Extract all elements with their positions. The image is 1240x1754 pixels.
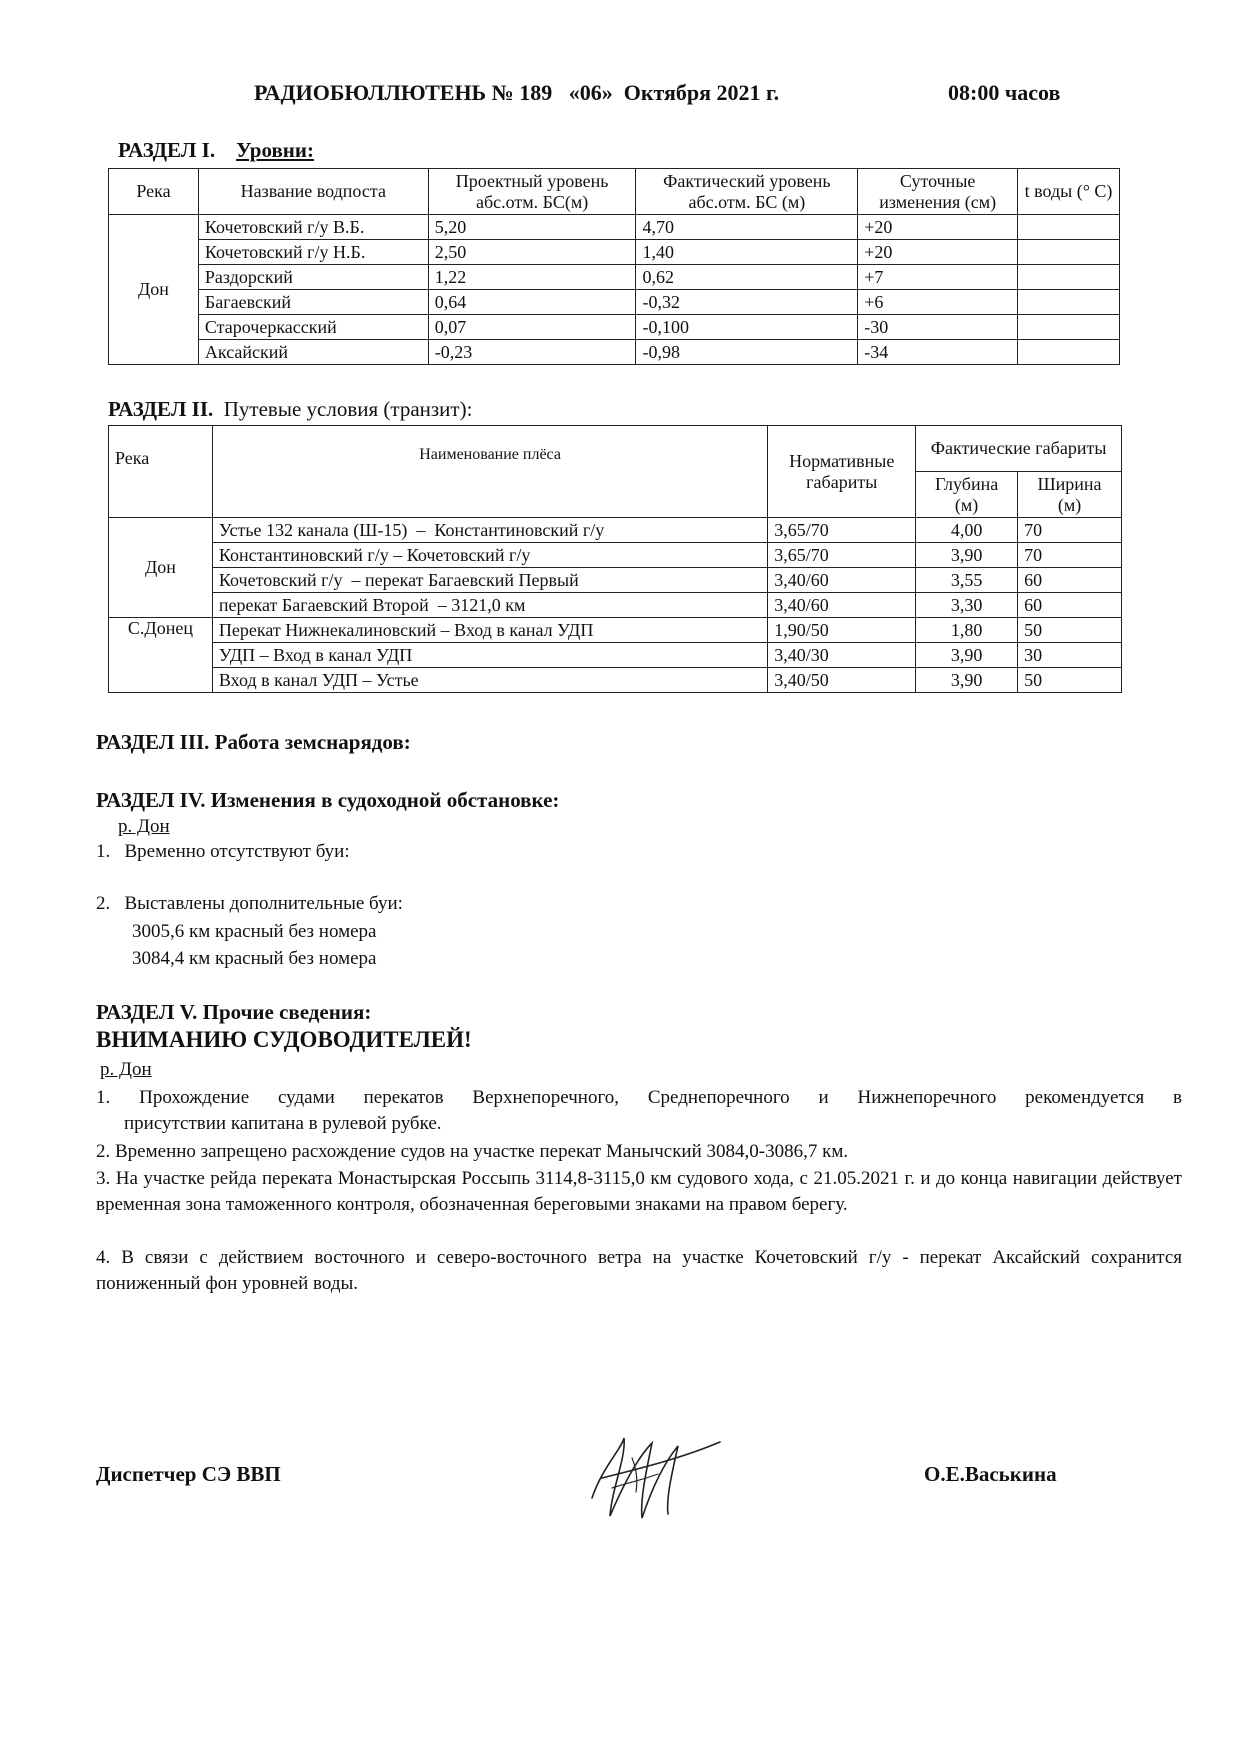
table-row (109, 668, 1122, 693)
table-row (109, 215, 1120, 240)
temp-cell (1018, 215, 1120, 240)
notice-3: 3. На участке рейда переката Монастырская Россыпь 3114,8-3115,0 км судового хода, с 21.05.2021 г. и до конца навигации действует временная зона таможенного контроля, обозначенная береговыми знаками на правом берегу. (96, 1168, 1182, 1215)
col-daily-change: Суточные изменения (см) (858, 169, 1018, 215)
table-row (109, 340, 1120, 365)
notice-4: 4. В связи с действием восточного и северо-восточного ветра на участке Кочетовский г/у - перекат Аксайский сохранится пониженный фон уровней воды. (96, 1247, 1182, 1294)
reach-cell: Константиновский г/у – Кочетовский г/у (212, 543, 767, 568)
section1-title: РАЗДЕЛ I. (118, 138, 216, 162)
table-row (109, 240, 1120, 265)
depth-cell: 1,80 (916, 618, 1018, 643)
width-cell: 60 (1018, 568, 1122, 593)
col-norm: Нормативные габариты (768, 426, 916, 518)
width-cell: 50 (1018, 618, 1122, 643)
reach-cell: Перекат Нижнекалиновский – Вход в канал УДП (212, 618, 767, 643)
norm-cell: 3,65/70 (768, 543, 916, 568)
width-cell: 60 (1018, 593, 1122, 618)
post-cell: Кочетовский г/у Н.Б. (198, 240, 428, 265)
actual-cell: -0,32 (636, 290, 858, 315)
change-cell: +20 (858, 215, 1018, 240)
depth-cell: 3,90 (916, 668, 1018, 693)
design-cell: 0,07 (428, 315, 636, 340)
river-label: р. Дон (100, 1059, 152, 1080)
bulletin-header (254, 80, 1061, 106)
col-reach: Наименование плёса (212, 426, 767, 518)
width-cell: 70 (1018, 518, 1122, 543)
col-design-level: Проектный уровень абс.отм. БС(м) (428, 169, 636, 215)
col-river: Река (109, 169, 199, 215)
river-cell: Дон (109, 215, 199, 365)
table-row (109, 265, 1120, 290)
section2-heading (108, 397, 472, 422)
notice-2: 2. Временно запрещено расхождение судов на участке перекат Манычский 3084,0-3086,7 км. (96, 1141, 849, 1162)
levels-header-row (109, 169, 1120, 215)
section2-title: РАЗДЕЛ II. (108, 397, 214, 421)
section1-heading (118, 138, 314, 163)
section4-title: РАЗДЕЛ IV. Изменения в судоходной обстановке: (96, 788, 560, 812)
change-cell: +7 (858, 265, 1018, 290)
section3-title: РАЗДЕЛ III. Работа земснарядов: (96, 730, 411, 754)
levels-table (108, 168, 1120, 365)
table-row (109, 290, 1120, 315)
temp-cell (1018, 265, 1120, 290)
change-cell: -30 (858, 315, 1018, 340)
temp-cell (1018, 340, 1120, 365)
width-cell: 50 (1018, 668, 1122, 693)
table-row (109, 593, 1122, 618)
norm-cell: 3,65/70 (768, 518, 916, 543)
width-cell: 30 (1018, 643, 1122, 668)
design-cell: -0,23 (428, 340, 636, 365)
post-cell: Кочетовский г/у В.Б. (198, 215, 428, 240)
col-actual-level: Фактический уровень абс.отм. БС (м) (636, 169, 858, 215)
design-cell: 0,64 (428, 290, 636, 315)
actual-cell: -0,98 (636, 340, 858, 365)
temp-cell (1018, 290, 1120, 315)
route-header-row (109, 426, 1122, 472)
bulletin-time: 08:00 часов (948, 80, 1061, 105)
section2-subtitle: Путевые условия (транзит): (223, 397, 473, 421)
col-depth: Глубина (м) (916, 472, 1018, 518)
attention-heading: ВНИМАНИЮ СУДОВОДИТЕЛЕЙ! (96, 1027, 472, 1052)
dispatcher-position: Диспетчер СЭ ВВП (96, 1462, 281, 1486)
temp-cell (1018, 240, 1120, 265)
col-river: Река (109, 426, 213, 518)
section1-subtitle: Уровни: (236, 138, 314, 162)
post-cell: Аксайский (198, 340, 428, 365)
river-cell: Дон (109, 518, 213, 618)
section4-item1: 1. Временно отсутствуют буи: (96, 841, 350, 862)
bulletin-title: РАДИОБЮЛЛЮТЕНЬ № 189 «06» Октября 2021 г. (254, 80, 780, 105)
col-actual-dimensions: Фактические габариты (916, 426, 1122, 472)
actual-cell: 4,70 (636, 215, 858, 240)
post-cell: Старочеркасский (198, 315, 428, 340)
reach-cell: Вход в канал УДП – Устье (212, 668, 767, 693)
change-cell: -34 (858, 340, 1018, 365)
section4-river (118, 813, 170, 841)
section4-item2: 2. Выставлены дополнительные буи: (96, 893, 403, 914)
buoy-line: 3084,4 км красный без номера (132, 948, 377, 969)
change-cell: +6 (858, 290, 1018, 315)
col-post: Название водпоста (198, 169, 428, 215)
reach-cell: Кочетовский г/у – перекат Багаевский Первый (212, 568, 767, 593)
table-row (109, 518, 1122, 543)
table-row (109, 643, 1122, 668)
actual-cell: -0,100 (636, 315, 858, 340)
depth-cell: 3,30 (916, 593, 1018, 618)
handwritten-signature (582, 1428, 722, 1528)
section5-title: РАЗДЕЛ V. Прочие сведения: (96, 1000, 372, 1024)
col-width: Ширина (м) (1018, 472, 1122, 518)
reach-cell: Устье 132 канала (Ш-15) – Константиновский г/у (212, 518, 767, 543)
route-table (108, 425, 1122, 693)
design-cell: 1,22 (428, 265, 636, 290)
norm-cell: 3,40/60 (768, 593, 916, 618)
buoy-line: 3005,6 км красный без номера (132, 921, 377, 942)
actual-cell: 0,62 (636, 265, 858, 290)
notice-1a: 1. Прохождение судами перекатов Верхнепоречного, Среднепоречного и Нижнепоречного рекомендуется в (96, 1087, 1182, 1108)
river-label: р. Дон (118, 816, 170, 837)
notice-1b: присутствии капитана в рулевой рубке. (124, 1113, 442, 1134)
actual-cell: 1,40 (636, 240, 858, 265)
table-row (109, 618, 1122, 643)
reach-cell: УДП – Вход в канал УДП (212, 643, 767, 668)
norm-cell: 1,90/50 (768, 618, 916, 643)
col-water-temp: t воды (° C) (1018, 169, 1120, 215)
post-cell: Багаевский (198, 290, 428, 315)
section5-river (100, 1056, 152, 1084)
depth-cell: 3,90 (916, 643, 1018, 668)
change-cell: +20 (858, 240, 1018, 265)
depth-cell: 4,00 (916, 518, 1018, 543)
table-row (109, 315, 1120, 340)
temp-cell (1018, 315, 1120, 340)
norm-cell: 3,40/60 (768, 568, 916, 593)
design-cell: 2,50 (428, 240, 636, 265)
dispatcher-name: О.Е.Васькина (924, 1462, 1057, 1486)
post-cell: Раздорский (198, 265, 428, 290)
table-row (109, 543, 1122, 568)
depth-cell: 3,55 (916, 568, 1018, 593)
norm-cell: 3,40/30 (768, 643, 916, 668)
reach-cell: перекат Багаевский Второй – 3121,0 км (212, 593, 767, 618)
river-cell: С.Донец (109, 618, 213, 693)
norm-cell: 3,40/50 (768, 668, 916, 693)
depth-cell: 3,90 (916, 543, 1018, 568)
design-cell: 5,20 (428, 215, 636, 240)
table-row (109, 568, 1122, 593)
width-cell: 70 (1018, 543, 1122, 568)
